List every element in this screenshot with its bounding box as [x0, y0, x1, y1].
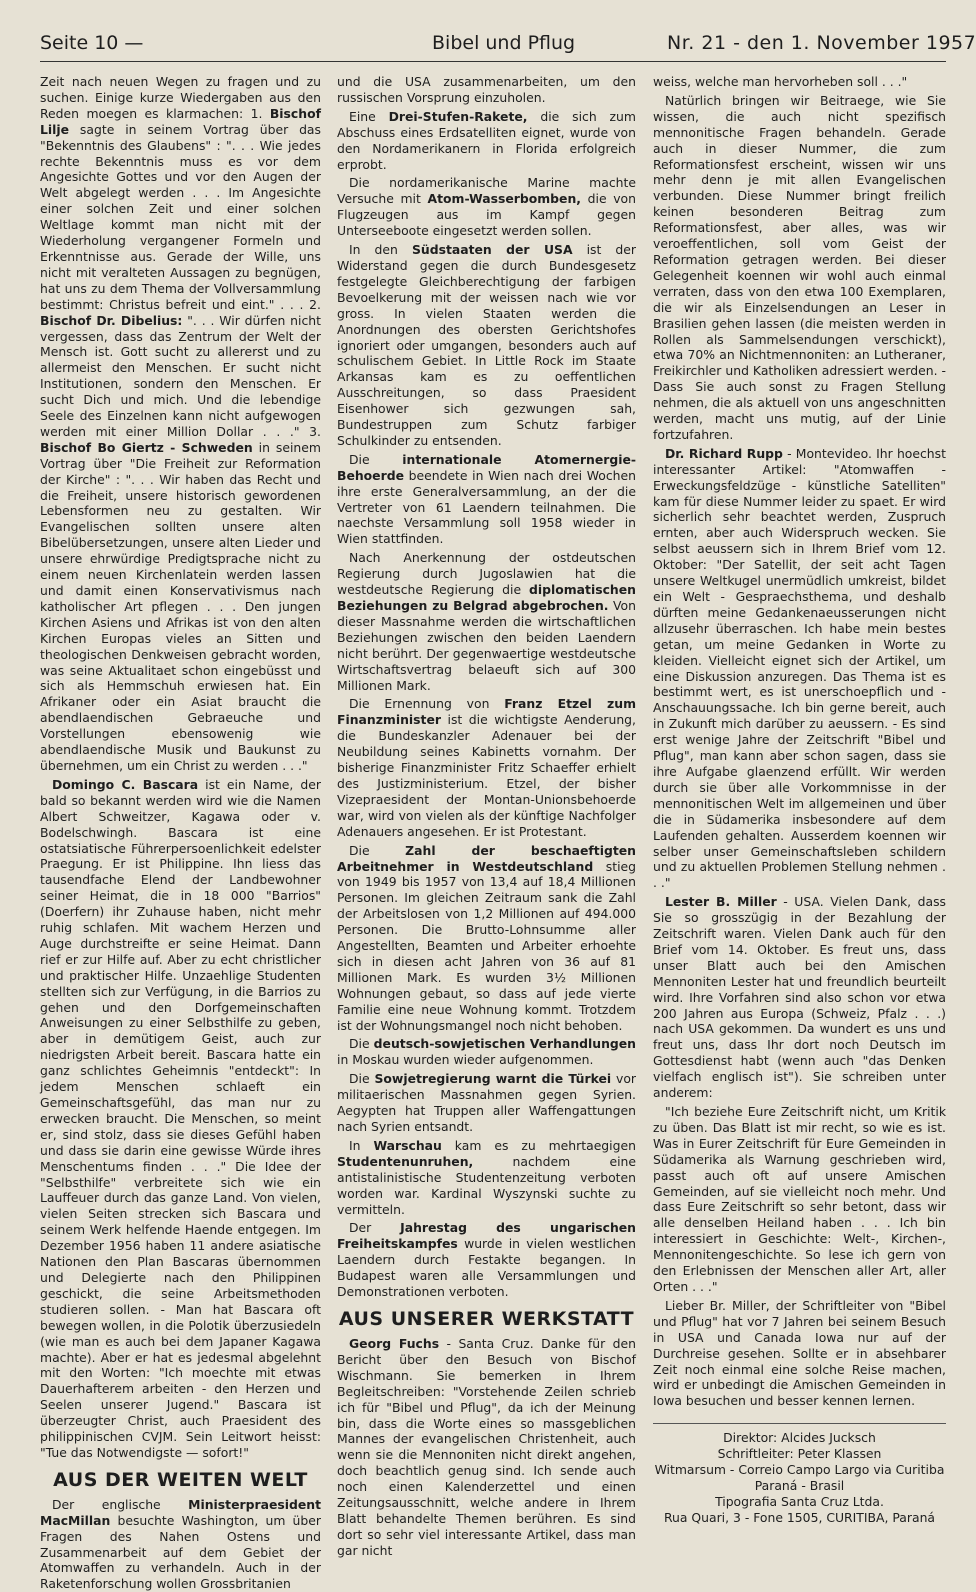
article-paragraph: Die Sowjetregierung warnt die Türkei vor militaerischen Massnahmen gegen Syrien. Aegypten hat Truppen aller Waffengattungen nach Syrien entsandt.	[337, 1071, 636, 1134]
article-paragraph: Georg Fuchs - Santa Cruz. Danke für den Bericht über den Besuch von Bischof Wischmann. Sie bemerken in Ihrem Begleitschreiben: "Vorstehende Zeilen schrieb ich für "Bibel und Pflug", da ich der Meinung bin, dass die Worte eines so massgeblichen Mannes der evangelischen Christenheit, auch wenn sie die Mennoniten nicht direkt angehen, doch beachtlich genug sind. Ich sende auch noch einen Kalenderzettel und einen Zeitungsausschnitt, welche andere in Ihrem Blatt behandelte Themen berühren. Es sind dort so sehr viel interessante Artikel, dass man gar nicht	[337, 1335, 636, 1558]
running-header	[40, 30, 976, 62]
article-paragraph: Die nordamerikanische Marine machte Versuche mit Atom-Wasserbomben, die von Flugzeugen aus im Kampf gegen Unterseeboote eingesetzt werden sollen.	[337, 175, 636, 239]
article-paragraph: Natürlich bringen wir Beitraege, wie Sie wissen, die auch nicht spezifisch mennonitische Fragen behandeln. Gerade auch in dieser Nummer, die zum Reformationsfest erscheint, wissen wir uns mehr denn je mit allen Evangelischen verbunden. Diese Nummer bringt freilich keinen besonderen Beitrag zum Reformationsfest, aber alles, was wir veroeffentlichen, soll vom Geist der Reformation getragen werden. Bei dieser Gelegenheit koennen wir wohl auch einmal verraten, dass von den etwa 100 Exemplaren, die wir als Einzelsendungen an Leser in Brasilien gehen lassen (die meisten werden in Rollen als Sammelsendungen verschickt), etwa 70% an Nichtmennoniten: an Lutheraner, Freikirchler und Katholiken adressiert werden. - Dass Sie auch sonst zu Fragen Stellung nehmen, die als aktuell von uns angeschnitten werden, macht uns mutig, auf der Linie fortzufahren.	[653, 92, 946, 442]
impressum	[653, 1423, 946, 1526]
section-heading-weite-welt: AUS DER WEITEN WELT	[53, 1468, 308, 1491]
article-paragraph: Der englische Ministerpraesident MacMillan besuchte Washington, um über Fragen des Nahen Ostens und Zusammenarbeit auf dem Gebiet der Atomwaffen zu verhandeln. Auch in der Raketenforschung wollen Grossbritanien	[40, 1496, 321, 1592]
article-paragraph: Dr. Richard Rupp - Montevideo. Ihr hoechst interessanter Artikel: "Atomwaffen - Erweckungsfeldzüge - künstliche Satelliten" kam für diese Nummer leider zu spaet. Er wird sicherlich sehr beachtet werden, Zuspruch ernten, aber auch Widerspruch wecken. Sie selbst aeussern sich in Ihrem Brief vom 12. Oktober: "Der Satellit, der seit acht Tagen unsere Weltkugel unermüdlich umkreist, bildet ein Welt - Gespraechsthema, und deshalb dürften meine Gedankenaeusserungen nicht allzusehr überraschen. Ich habe mein bestes getan, um meine Gedanken in Worte zu kleiden. Vielleicht eignet sich der Artikel, um eine Diskussion anzuregen. Das Thema ist es bestimmt wert, es ist unerschoepflich und - Anschauungssache. Ich bin gerne bereit, auch in Zukunft mich darüber zu aeussern. - Es sind erst wenige Jahre der Zeitschrift "Bibel und Pflug", man kann aber schon sagen, dass sie ihre Aufgabe glaenzend erfüllt. Wir werden durch sie über alle Vorkommnisse in der mennonitischen Welt im allgemeinen und über die in Südamerika insbesondere auf dem Laufenden gehalten. Ausserdem koennen wir selber unser Gemeinschaftsleben schildern und zu aktuellen Problemen Stellung nehmen . . ."	[653, 445, 946, 891]
article-paragraph: und die USA zusammenarbeiten, um den russischen Vorsprung einzuholen.	[337, 74, 636, 105]
column-3	[653, 74, 946, 1526]
article-paragraph: Die internationale Atomernergie-Behoerde beendete in Wien nach drei Wochen ihre erste Generalversammlung, an der die Vertreter von 61 Laendern teilnahmen. Die naechste Versammlung soll 1958 wieder in Wien stattfinden.	[337, 451, 636, 547]
impressum-region: Paraná - Brasil	[754, 1478, 845, 1494]
article-paragraph: Nach Anerkennung der ostdeutschen Regierung durch Jugoslawien hat die westdeutsche Regierung die diplomatischen Beziehungen zu Belgrad abgebrochen. Von dieser Massnahme werden die wirtschaftlichen Beziehungen zwischen den beiden Laendern nicht berührt. Der gegenwaertige westdeutsche Wirtschaftsvertrag belaeuft sich auf 300 Millionen Mark.	[337, 550, 636, 693]
column-2	[337, 74, 636, 1558]
issue-date: Nr. 21 - den 1. November 1957	[667, 32, 976, 54]
article-paragraph: Der Jahrestag des ungarischen Freiheitskampfes wurde in vielen westlichen Laendern durch Festakte begangen. In Budapest waren alle Versammlungen und Demonstrationen verboten.	[337, 1220, 636, 1300]
article-paragraph: Die Zahl der beschaeftigten Arbeitnehmer in Westdeutschland stieg von 1949 bis 1957 von 13,4 auf 18,4 Millionen Personen. Im gleichen Zeitraum sank die Zahl der Arbeitslosen von 1,2 Millionen auf 494.000 Personen. Die Brutto-Lohnsumme aller Angestellten, Beamten und Arbeiter erhoehte sich in diesen acht Jahren von 36 auf 81 Millionen Mark. Es wurden 3½ Millionen Wohnungen gebaut, so dass auf jede vierte Familie eine neue Wohnung kommt. Trotzdem ist der Wohnungsmangel noch nicht behoben.	[337, 842, 636, 1033]
article-paragraph: Domingo C. Bascara ist ein Name, der bald so bekannt werden wird wie die Namen Albert Schweitzer, Kagawa oder v. Bodelschwingh. Bascara ist eine ostatsiatische Führerpersoenlichkeit edelster Praegung. Er ist Philippine. Ihn liess das tausendfache Elend der Landbewohner seiner Heimat, die in 18 000 "Barrios" (Doerfern) ihr Zuhause haben, nicht mehr ruhig schlafen. Mit wachem Herzen und Auge durchstreifte er seine Heimat. Dann rief er zur Hilfe auf. Aber zu echt christlicher und praktischer Hilfe. Unzaehlige Studenten stellten sich zur Verfügung, in die Barrios zu gehen und den Dorfgemeinschaften Anweisungen zu einer Selbsthilfe zu geben, aber in demütigem Geist, auch zur niedrigsten Arbeit bereit. Bascara hatte ein ganz schlichtes Geheimnis "entdeckt": In jedem Menschen schlaeft ein Gemeinschaftsgefühl, das man nur zu erwecken braucht. Die Menschen, so meint er, sind stolz, dass sie dieses Gefühl haben und dass sie darin eine gewisse Würde ihres Menschentums finden . . ." Die Idee der "Selbsthilfe" verbreitete sich wie ein Lauffeuer durch das ganze Land. Von vielen, vielen Seiten strecken sich Bascara und seinem Werk helfende Haende entgegen. Im Dezember 1956 haben 11 andere asiatische Nationen den Plan Bascaras übernommen und Delegierte nach den Philippinen geschickt, die seine Arbeitsmethoden studieren sollen. - Man hat Bascara oft bewegen wollen, in die Polotik überzusiedeln (wie man es auch bei dem Japaner Kagawa machte). Aber er hat es jedesmal abgelehnt mit den Worten: "Ich moechte mit etwas Dauerhafterem arbeiten - den Herzen und Seelen unserer Jugend." Bascara ist überzeugter Christ, auch Praesident des philippinischen CVJM. Sein Leitwort heisst: "Tue das Notwendigste — sofort!"	[40, 776, 321, 1460]
article-paragraph: Die deutsch-sowjetischen Verhandlungen in Moskau wurden wieder aufgenommen.	[337, 1036, 636, 1068]
article-paragraph: "Ich beziehe Eure Zeitschrift nicht, um Kritik zu üben. Das Blatt ist mir recht, so wie es ist. Was in Eurer Zeitschrift für Eure Gemeinden in Südamerika als Warnung geschrieben wird, passt auch oft auf unsere Amischen Gemeinden, auf sie vielleicht noch mehr. Und dass Eure Zeitschrift so sehr betont, dass wir alle denselben Heiland haben . . . Ich bin interessiert in Geschichte: Welt-, Kirchen-, Mennonitengeschichte. So lese ich gern von den Erlebnissen der Menschen aller Art, aller Orten . . ."	[653, 1104, 946, 1294]
article-paragraph: In den Südstaaten der USA ist der Widerstand gegen die durch Bundesgesetz festgelegte Gleichberechtigung der farbigen Bevoelkerung mit der weissen nach wie vor gross. In vielen Staaten werden die Anordnungen des obersten Gerichtshofes ignoriert oder umgangen, besonders auch auf schulischem Gebiet. In Little Rock im Staate Arkansas kam es zu oeffentlichen Ausschreitungen, so dass Praesident Eisenhower sich gezwungen sah, Bundestruppen zum Schutz farbiger Schulkinder zu entsenden.	[337, 242, 636, 448]
article-paragraph: Zeit nach neuen Wegen zu fragen und zu suchen. Einige kurze Wiedergaben aus den Reden moegen es klarmachen: 1. Bischof Lilje sagte in seinem Vortrag über das "Bekenntnis des Glaubens" : ". . . Wie jedes rechte Bekenntnis muss es vor dem Angesichte Gottes und vor den Augen der Welt abgelegt werden . . . Im Angesichte einer solchen Zeit und einer solchen Weltlage kommt man nicht mit der Wiederholung vergangener Formeln und Erkenntnisse aus. Gerade der Wille, uns nicht mit veralteten Aussagen zu begnügen, hat uns zu dem Thema der Vollversammlung bestimmt: Christus befreit und eint." . . . 2. Bischof Dr. Dibelius: ". . . Wir dürfen nicht vergessen, dass das Zentrum der Welt der Mensch ist. Gott sucht zu allererst und zu allermeist den Menschen. Er sucht nicht Institutionen, sondern den Menschen. Er sucht Dich und mich. Und die lebendige Seele des Einzelnen kann nicht aufgewogen werden mit einer Million Dollar . . ." 3. Bischof Bo Giertz - Schweden in seinem Vortrag über "Die Freiheit zur Reformation der Kirche" : ". . . Wir haben das Recht und die Freiheit, unsere historisch gewordenen Lebensformen neu zu gestalten. Wir Evangelischen sollten unsere alten Bibelübersetzungen, unsere alten Lieder und unsere ehrwürdige Predigtsprache nicht zu einem neuen Kirchenlatein werden lassen und damit einen Konservativismus nach katholischer Art pflegen . . . Den jungen Kirchen Asiens und Afrikas ist von den alten Kirchen Europas vieles an Sitten und theologischen Denkweisen gebracht worden, was seine Aktualitaet schon eingebüsst und sich als Hemmschuh erwiesen hat. Ein Afrikaner oder ein Asiat braucht die abendlaendischen Gebraeuche und Vorstellungen ebensowenig wie abendlaendische Musik und Baukunst zu übernehmen, um ein Christ zu werden . . ."	[40, 74, 321, 773]
article-paragraph: Eine Drei-Stufen-Rakete, die sich zum Abschuss eines Erdsatelliten eignet, wurde von den Nordamerikanern in Florida erfolgreich erprobt.	[337, 108, 636, 172]
section-heading-werkstatt: AUS UNSERER WERKSTATT	[338, 1307, 635, 1330]
impressum-printer-address: Rua Quari, 3 - Fone 1505, CURITIBA, Paraná	[663, 1510, 936, 1526]
impressum-address: Witmarsum - Correio Campo Largo via Curitiba	[654, 1462, 945, 1478]
page-number: Seite 10 —	[40, 32, 144, 54]
article-paragraph: In Warschau kam es zu mehrtaegigen Studentenunruhen, nachdem eine antistalinistische Studentenzeitung verboten worden war. Kardinal Wyszynski suchte zu vermitteln.	[337, 1137, 636, 1217]
article-paragraph: Lieber Br. Miller, der Schriftleiter von "Bibel und Pflug" hat vor 7 Jahren bei seinem Besuch in USA und Canada Iowa nur auf der Durchreise gesehen. Sollte er in absehbarer Zeit noch einmal eine solche Reise machen, wird er unbedingt die Amischen Gemeinden in Iowa besuchen und besser kennen lernen.	[653, 1297, 946, 1409]
impressum-printer: Tipografia Santa Cruz Ltda.	[715, 1494, 884, 1510]
article-paragraph: Lester B. Miller - USA. Vielen Dank, dass Sie so grosszügig in der Bezahlung der Zeitschrift waren. Vielen Dank auch für den Brief vom 14. Oktober. Es freut uns, dass unser Blatt auch bei den Amischen Mennoniten Lester hat und freundlich beurteilt wird. Ihre Vorfahren sind also schon vor etwa 200 Jahren aus Europa (Schweiz, Pfalz . . .) nach USA gekommen. Da wundert es uns und freut uns, dass Ihr dort noch Deutsch im Gottesdienst habt (wenn auch "das Denken vielfach englisch ist"). Sie schreiben unter anderem:	[653, 894, 946, 1101]
publication-title: Bibel und Pflug	[432, 32, 576, 54]
article-paragraph: weiss, welche man hervorheben soll . . ."	[653, 74, 908, 89]
article-paragraph: Die Ernennung von Franz Etzel zum Finanzminister ist die wichtigste Aenderung, die Bundeskanzler Adenauer bei der Neubildung seines Kabinetts vornahm. Der bisherige Finanzminister Fritz Schaeffer erhielt des Justizministerium. Etzel, der bisher Vizepraesident der Montan-Unionsbehoerde war, wird von vielen als der künftige Nachfolger Adenauers angesehen. Er ist Protestant.	[337, 696, 636, 839]
column-1	[40, 74, 321, 1592]
impressum-director: Direktor: Alcides Jucksch	[723, 1430, 876, 1446]
impressum-editor: Schriftleiter: Peter Klassen	[717, 1446, 882, 1462]
